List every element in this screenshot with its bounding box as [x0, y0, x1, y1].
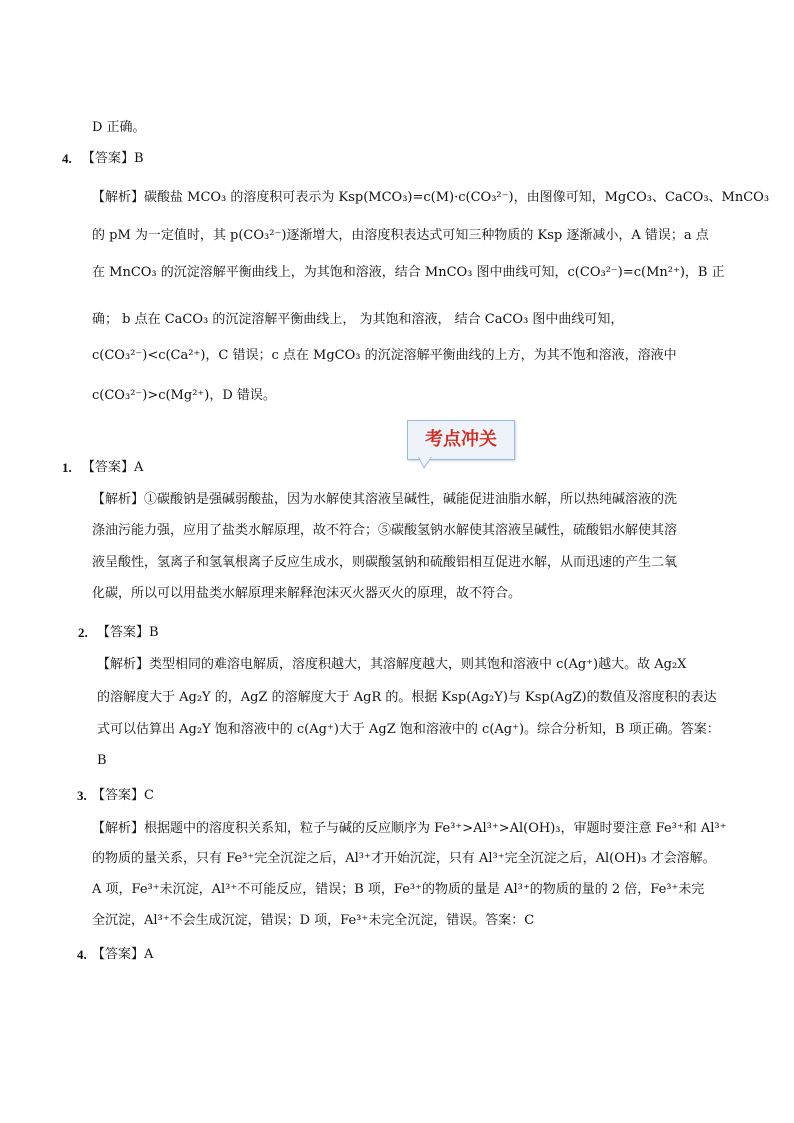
section-title: 考点冲关: [425, 429, 497, 450]
answer-label: 【答案】B: [82, 151, 144, 166]
answer-label: 【答案】B: [97, 625, 159, 640]
analysis-line: 在 MnCO₃ 的沉淀溶解平衡曲线上，为其饱和溶液，结合 MnCO₃ 图中曲线可知，c(CO₃²⁻)=c(Mn²⁺)，B 正: [92, 265, 725, 280]
banner-callout-tail-fill: [419, 457, 431, 467]
analysis-line: 的物质的量关系，只有 Fe³⁺完全沉淀之后，Al³⁺才开始沉淀，只有 Al³⁺完全沉淀之后，Al(OH)₃ 才会溶解。: [92, 851, 716, 866]
analysis-line: 的溶解度大于 Ag₂Y 的，AgZ 的溶解度大于 AgR 的。根据 Ksp(Ag₂Y)与 Ksp(AgZ)的数值及溶度积的表达: [97, 690, 717, 705]
analysis-line: c(CO₃²⁻)<c(Ca²⁺)，C 错误；c 点在 MgCO₃ 的沉淀溶解平衡曲线的上方，为其不饱和溶液，溶液中: [92, 348, 677, 363]
prev-tail-text: D 正确。: [92, 120, 146, 135]
question-number: 3.: [77, 788, 87, 803]
question-number: 4.: [62, 151, 72, 166]
analysis-line: 【解析】①碳酸钠是强碱弱酸盐，因为水解使其溶液呈碱性，碱能促进油脂水解，所以热纯碱溶液的洗: [92, 492, 678, 507]
section-banner: [407, 420, 515, 460]
analysis-line: 涤油污能力强，应用了盐类水解原理，故不符合；⑤碳酸氢钠水解使其溶液呈碱性，硫酸铝水解使其溶: [92, 523, 678, 538]
analysis-line: c(CO₃²⁻)>c(Mg²⁺)，D 错误。: [92, 388, 276, 403]
question-number: 2.: [78, 625, 88, 640]
analysis-line: 【解析】根据题中的溶度积关系知，粒子与碱的反应顺序为 Fe³⁺>Al³⁺>Al(OH)₃，审题时要注意 Fe³⁺和 Al³⁺: [92, 821, 727, 836]
analysis-line: 【解析】类型相同的难溶电解质，溶度积越大，其溶解度越大，则其饱和溶液中 c(Ag⁺)越大。故 Ag₂X: [97, 657, 687, 672]
analysis-line: 化碳，所以可以用盐类水解原理来解释泡沫灭火器灭火的原理，故不符合。: [92, 586, 522, 601]
question-number: 1.: [62, 460, 72, 475]
analysis-line: A 项，Fe³⁺未沉淀，Al³⁺不可能反应，错误；B 项，Fe³⁺的物质的量是 Al³⁺的物质的量的 2 倍，Fe³⁺未完: [92, 882, 705, 897]
analysis-line: 的 pM 为一定值时，其 p(CO₃²⁻)逐渐增大，由溶度积表达式可知三种物质的 Ksp 逐渐减小，A 错误；a 点: [92, 228, 709, 243]
analysis-line: 【解析】碳酸盐 MCO₃ 的溶度积可表示为 Ksp(MCO₃)=c(M)·c(CO₃²⁻)，由图像可知，MgCO₃、CaCO₃、MnCO₃: [92, 190, 770, 205]
analysis-line: 液呈酸性，氢离子和氢氧根离子反应生成水，则碳酸氢钠和硫酸铝相互促进水解，从而迅速的产生二氧: [92, 555, 678, 570]
analysis-line: B: [97, 753, 107, 768]
answer-label: 【答案】C: [92, 788, 154, 803]
analysis-line: 式可以估算出 Ag₂Y 饱和溶液中的 c(Ag⁺)大于 AgZ 饱和溶液中的 c(Ag⁺)。综合分析知，B 项正确。答案：: [97, 722, 720, 737]
analysis-line: 确； b 点在 CaCO₃ 的沉淀溶解平衡曲线上， 为其饱和溶液， 结合 CaCO₃ 图中曲线可知，: [92, 312, 624, 327]
question-number: 4.: [77, 947, 87, 962]
answer-label: 【答案】A: [92, 947, 154, 962]
answer-label: 【答案】A: [82, 460, 144, 475]
analysis-line: 全沉淀，Al³⁺不会生成沉淀，错误；D 项，Fe³⁺未完全沉淀，错误。答案：C: [92, 913, 535, 928]
